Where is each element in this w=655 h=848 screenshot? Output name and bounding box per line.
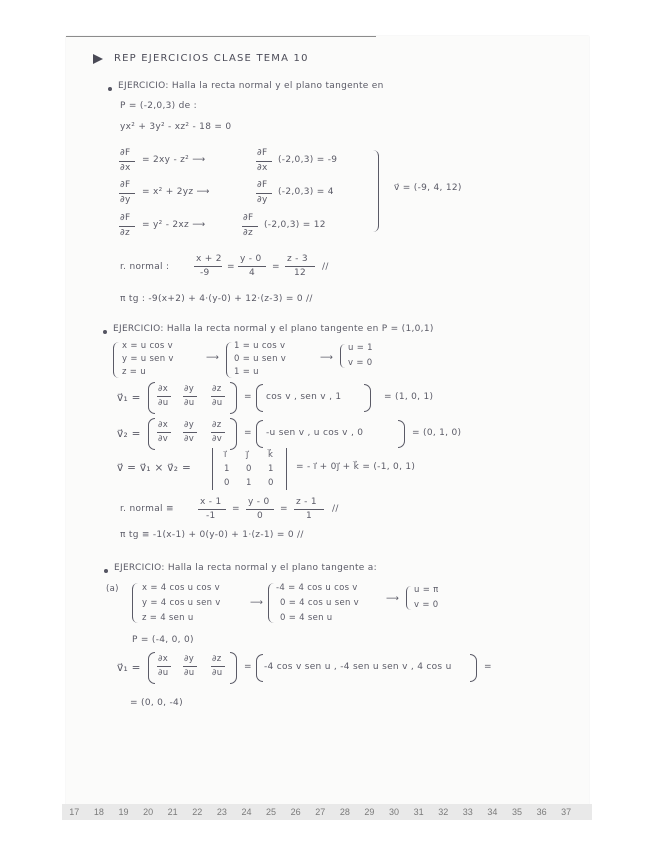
ex3-heading: EJERCICIO: Halla la recta normal y el plano tangente a:: [114, 563, 377, 573]
ruler-tick-label: 22: [192, 807, 203, 817]
ex2-v2-eq: =: [244, 428, 252, 438]
ex3-sol-l2: v = 0: [414, 600, 439, 610]
ruler-tick-label: 17: [69, 807, 80, 817]
ex3-v1-tail: =: [484, 662, 492, 672]
ex1-rnormal-label: r. normal :: [120, 262, 170, 272]
ruler-tick-label: 35: [511, 807, 522, 817]
ex3-arrow1: ⟶: [250, 598, 264, 608]
ex1-rn-den1: -9: [200, 268, 210, 278]
equals-sign: =: [280, 504, 288, 514]
determinant-bar-left: [212, 448, 213, 490]
ruler-tick-label: 33: [462, 807, 473, 817]
det-r3c3: 0: [268, 478, 274, 488]
brace-right: [372, 150, 379, 232]
fraction-bar: [194, 266, 222, 267]
ex1-fy-den: ∂y: [120, 195, 131, 205]
ex1-rn-num3: z - 3: [287, 254, 308, 264]
notebook-page: [66, 36, 589, 808]
ruler-strip: [62, 804, 592, 820]
ex2-v2-dy: ∂y: [184, 420, 195, 430]
ruler-tick-label: 24: [241, 807, 252, 817]
fraction-bar: [157, 396, 171, 397]
ruler-tick-label: 25: [266, 807, 277, 817]
brace-left: [340, 344, 345, 368]
brace-left: [268, 583, 274, 623]
ex2-sol-l2: v = 0: [348, 358, 373, 368]
det-k: k⃗: [268, 450, 274, 460]
ex2-v2-expr: -u sen v , u cos v , 0: [266, 428, 364, 438]
ex2-cross-label: v⃗ = v⃗₁ × v⃗₂ =: [117, 462, 192, 474]
ex2-rn-den1: -1: [206, 511, 216, 521]
ruler-tick-label: 29: [364, 807, 375, 817]
ex1-fx-at-num: ∂F: [257, 148, 268, 158]
ex2-rn-num3: z - 1: [296, 497, 317, 507]
ex1-rn-den2: 4: [249, 268, 256, 278]
ex3-v1-dy: ∂y: [184, 654, 195, 664]
ex2-v2-label: v⃗₂ =: [117, 428, 141, 440]
ex1-fz-expr: = y² - 2xz ⟶: [142, 220, 206, 230]
paren-right: [230, 418, 237, 450]
ex2-rn-den3: 1: [306, 511, 313, 521]
ruler-tick-label: 30: [389, 807, 400, 817]
fraction-bar: [211, 432, 225, 433]
ruler-tick-label: 23: [216, 807, 227, 817]
bullet-icon: [103, 330, 107, 334]
ex1-fy-num: ∂F: [120, 180, 131, 190]
ex2-arrow1: ⟶: [206, 353, 220, 363]
fraction-bar: [246, 509, 274, 510]
ex1-fx-at-den: ∂x: [257, 163, 268, 173]
ruler-tick-label: 20: [143, 807, 154, 817]
ex1-tangent-plane: π tg : -9(x+2) + 4·(y-0) + 12·(z-3) = 0 //: [120, 294, 313, 304]
ex3-sys1-l1: x = 4 cos u cos v: [142, 583, 220, 593]
paren-left: [148, 652, 155, 684]
paren-left: [256, 420, 263, 448]
brace-left: [132, 583, 138, 623]
det-j: j⃗: [246, 450, 249, 460]
ex2-v1-dy: ∂y: [184, 384, 195, 394]
ex2-sol-l1: u = 1: [348, 343, 373, 353]
ruler-tick-label: 27: [315, 807, 326, 817]
ex1-fy-at-num: ∂F: [257, 180, 268, 190]
ex2-sys1-l3: z = u: [122, 367, 146, 377]
det-r2c2: 0: [246, 464, 252, 474]
ex2-cross-result: = - i⃗ + 0j⃗ + k⃗ = (-1, 0, 1): [296, 462, 416, 472]
fraction-bar: [183, 432, 197, 433]
ex1-fx-value: (-2,0,3) = -9: [278, 155, 338, 165]
ex3-v1-label: v⃗₁ =: [117, 662, 141, 674]
ex2-arrow2: ⟶: [320, 353, 334, 363]
ruler-tick-label: 37: [561, 807, 572, 817]
page-top-edge: [66, 36, 376, 37]
ruler-tick-label: 36: [536, 807, 547, 817]
ex1-fz-value: (-2,0,3) = 12: [264, 220, 326, 230]
ex1-point: P = (-2,0,3) de :: [120, 101, 197, 111]
fraction-bar: [119, 161, 135, 162]
brace-left: [406, 586, 411, 610]
ex2-v1-eq: =: [244, 392, 252, 402]
ex1-fz-num: ∂F: [120, 213, 131, 223]
ex2-v1-du2: ∂u: [184, 398, 195, 408]
ex2-heading: EJERCICIO: Halla la recta normal y el plano tangente en P = (1,0,1): [113, 324, 434, 334]
bullet-icon: [108, 87, 112, 91]
paren-right: [364, 384, 371, 412]
determinant-bar-right: [286, 448, 287, 490]
ex1-fz-at-den: ∂z: [243, 228, 253, 238]
fraction-bar: [157, 666, 171, 667]
ex1-fy-at-den: ∂y: [257, 195, 268, 205]
ex2-v2-result: = (0, 1, 0): [412, 428, 462, 438]
ruler-tick-label: 18: [93, 807, 104, 817]
ex1-heading: EJERCICIO: Halla la recta normal y el plano tangente en: [118, 81, 384, 91]
det-r3c2: 1: [246, 478, 252, 488]
ex3-result: = (0, 0, -4): [130, 698, 183, 708]
fraction-bar: [183, 396, 197, 397]
ex2-v2-dx: ∂x: [158, 420, 169, 430]
ex3-sys2-l1: -4 = 4 cos u cos v: [276, 583, 358, 593]
ex3-part-label: (a): [106, 584, 119, 594]
ex2-v1-dz: ∂z: [212, 384, 222, 394]
ex2-rn-den2: 0: [257, 511, 264, 521]
ex2-sys2-l2: 0 = u sen v: [234, 354, 287, 364]
ruler-tick-label: 34: [487, 807, 498, 817]
ex1-normal-vector: v⃗ = (-9, 4, 12): [394, 183, 462, 193]
ruler-tick-label: 28: [339, 807, 350, 817]
ex2-v1-du1: ∂u: [158, 398, 169, 408]
ex2-v1-expr: cos v , sen v , 1: [266, 392, 342, 402]
brace-left: [113, 342, 119, 378]
det-r3c1: 0: [224, 478, 230, 488]
ex3-sol-l1: u = π: [414, 585, 439, 595]
equals-sign: =: [272, 262, 280, 272]
equals-sign: =: [227, 262, 235, 272]
fraction-bar: [256, 161, 272, 162]
ex1-fz-den: ∂z: [120, 228, 130, 238]
ex1-surface: yx² + 3y² - xz² - 18 = 0: [120, 122, 232, 132]
det-r2c1: 1: [224, 464, 230, 474]
det-i: i⃗: [224, 450, 227, 460]
ex3-v1-du2: ∂u: [184, 668, 195, 678]
ex3-sys2-l3: 0 = 4 sen u: [280, 613, 333, 623]
det-r2c3: 1: [268, 464, 274, 474]
title-arrow-icon: [93, 54, 103, 64]
paren-left: [148, 382, 155, 414]
paren-right: [470, 654, 477, 682]
ex2-v2-dv1: ∂v: [158, 434, 169, 444]
ruler-tick-label: 19: [118, 807, 129, 817]
ruler-tick-label: 21: [167, 807, 178, 817]
paren-left: [256, 654, 263, 682]
ex1-fy-value: (-2,0,3) = 4: [278, 187, 334, 197]
ex1-fy-expr: = x² + 2yz ⟶: [142, 187, 210, 197]
ex3-arrow2: ⟶: [386, 594, 400, 604]
ruler-tick-label: 26: [290, 807, 301, 817]
ex3-v1-expr: -4 cos v sen u , -4 sen u sen v , 4 cos u: [264, 662, 452, 672]
fraction-bar: [157, 432, 171, 433]
paren-right: [230, 382, 237, 414]
fraction-bar: [285, 266, 315, 267]
fraction-bar: [211, 396, 225, 397]
ruler-tick-label: 32: [438, 807, 449, 817]
ex2-rn-num1: x - 1: [200, 497, 222, 507]
paren-left: [148, 418, 155, 450]
fraction-bar: [198, 509, 226, 510]
ex1-rn-end: //: [322, 262, 329, 272]
bullet-icon: [104, 569, 108, 573]
ruler-tick-label: 31: [413, 807, 424, 817]
fraction-bar: [119, 193, 135, 194]
ex2-rn-end: //: [332, 504, 339, 514]
brace-left: [226, 342, 232, 378]
ex3-point: P = (-4, 0, 0): [132, 635, 194, 645]
ex2-v1-du3: ∂u: [212, 398, 223, 408]
ex2-v1-label: v⃗₁ =: [117, 392, 141, 404]
fraction-bar: [256, 193, 272, 194]
ex2-sys1-l2: y = u sen v: [122, 354, 174, 364]
fraction-bar: [242, 226, 258, 227]
ex2-v2-dv2: ∂v: [184, 434, 195, 444]
ex1-rn-num1: x + 2: [196, 254, 222, 264]
ex3-v1-du1: ∂u: [158, 668, 169, 678]
ex1-fx-num: ∂F: [120, 148, 131, 158]
fraction-bar: [211, 666, 225, 667]
fraction-bar: [183, 666, 197, 667]
paren-left: [256, 384, 263, 412]
ex1-fx-den: ∂x: [120, 163, 131, 173]
fraction-bar: [119, 226, 135, 227]
equals-sign: =: [232, 504, 240, 514]
ex2-tangent-plane: π tg ≡ -1(x-1) + 0(y-0) + 1·(z-1) = 0 //: [120, 530, 304, 540]
ex2-v2-dv3: ∂v: [212, 434, 223, 444]
ex1-fx-expr: = 2xy - z² ⟶: [142, 155, 206, 165]
ex2-v1-result: = (1, 0, 1): [384, 392, 434, 402]
ex3-v1-dz: ∂z: [212, 654, 222, 664]
ex3-sys2-l2: 0 = 4 cos u sen v: [280, 598, 360, 608]
fraction-bar: [294, 509, 324, 510]
paren-right: [398, 420, 405, 448]
paren-right: [230, 652, 237, 684]
ex3-v1-eq: =: [244, 662, 252, 672]
ex2-sys2-l1: 1 = u cos v: [234, 341, 286, 351]
ex1-rn-den3: 12: [294, 268, 307, 278]
ex3-sys1-l2: y = 4 cos u sen v: [142, 598, 221, 608]
ex1-rn-num2: y - 0: [240, 254, 262, 264]
ex2-sys1-l1: x = u cos v: [122, 341, 173, 351]
ex3-v1-du3: ∂u: [212, 668, 223, 678]
fraction-bar: [238, 266, 266, 267]
ex2-rnormal-label: r. normal ≡: [120, 504, 174, 514]
ex2-sys2-l3: 1 = u: [234, 367, 259, 377]
ex1-fz-at-num: ∂F: [243, 213, 254, 223]
ex2-rn-num2: y - 0: [248, 497, 270, 507]
ex2-v2-dz: ∂z: [212, 420, 222, 430]
ex2-v1-dx: ∂x: [158, 384, 169, 394]
page-title: REP EJERCICIOS CLASE TEMA 10: [114, 53, 309, 64]
ex3-v1-dx: ∂x: [158, 654, 169, 664]
ex3-sys1-l3: z = 4 sen u: [142, 613, 194, 623]
